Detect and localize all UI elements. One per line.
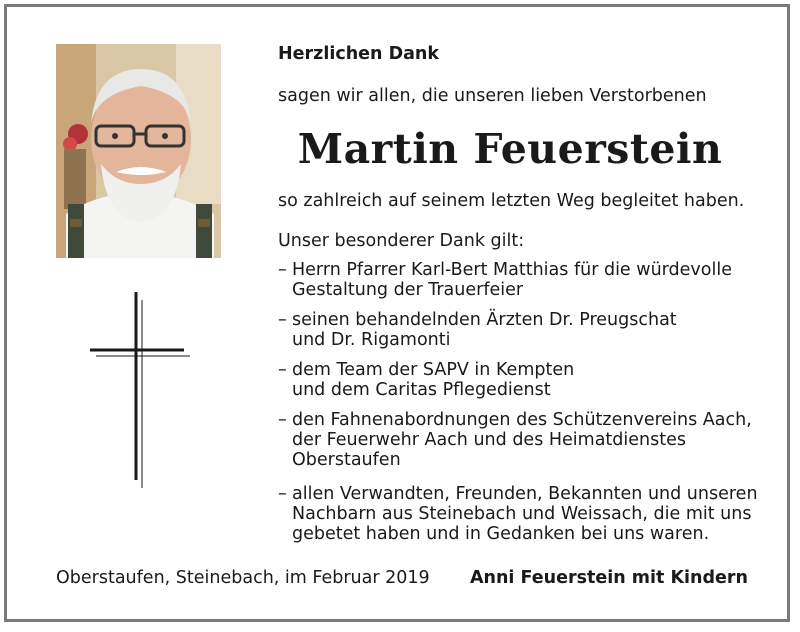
list-item-line: und Dr. Rigamonti	[292, 330, 451, 350]
dash-marker: –	[278, 310, 287, 330]
dash-marker: –	[278, 360, 287, 380]
list-item-line: dem Team der SAPV in Kempten	[292, 360, 575, 380]
cross-icon	[86, 290, 196, 490]
dash-marker: –	[278, 410, 287, 430]
dash-marker: –	[278, 260, 287, 280]
place-date: Oberstaufen, Steinebach, im Februar 2019	[56, 568, 430, 588]
list-item-line: Gestaltung der Trauerfeier	[292, 280, 524, 300]
heading: Herzlichen Dank	[278, 44, 440, 64]
list-item-line: seinen behandelnden Ärzten Dr. Preugschat	[292, 310, 677, 330]
intro-text: sagen wir allen, die unseren lieben Verstorbenen	[278, 86, 707, 106]
list-item-line: Herrn Pfarrer Karl-Bert Matthias für die würdevolle	[292, 260, 732, 280]
thanks-intro: Unser besonderer Dank gilt:	[278, 231, 525, 251]
list-item-line: und dem Caritas Pflegedienst	[292, 380, 551, 400]
list-item-line: den Fahnenabordnungen des Schützenvereins Aach,	[292, 410, 752, 430]
list-item-line: Nachbarn aus Steinebach und Weissach, die mit uns	[292, 504, 752, 524]
list-item-line: gebetet haben und in Gedanken bei uns waren.	[292, 524, 710, 544]
list-item-line: Oberstaufen	[292, 450, 401, 470]
list-item-line: allen Verwandten, Freunden, Bekannten und unseren	[292, 484, 758, 504]
after-name-text: so zahlreich auf seinem letzten Weg begleitet haben.	[278, 191, 745, 211]
deceased-name: Martin Feuerstein	[297, 125, 723, 173]
list-item-line: der Feuerwehr Aach und des Heimatdienstes	[292, 430, 686, 450]
dash-marker: –	[278, 484, 287, 504]
portrait-photo	[56, 44, 221, 258]
signature: Anni Feuerstein mit Kindern	[469, 568, 748, 588]
